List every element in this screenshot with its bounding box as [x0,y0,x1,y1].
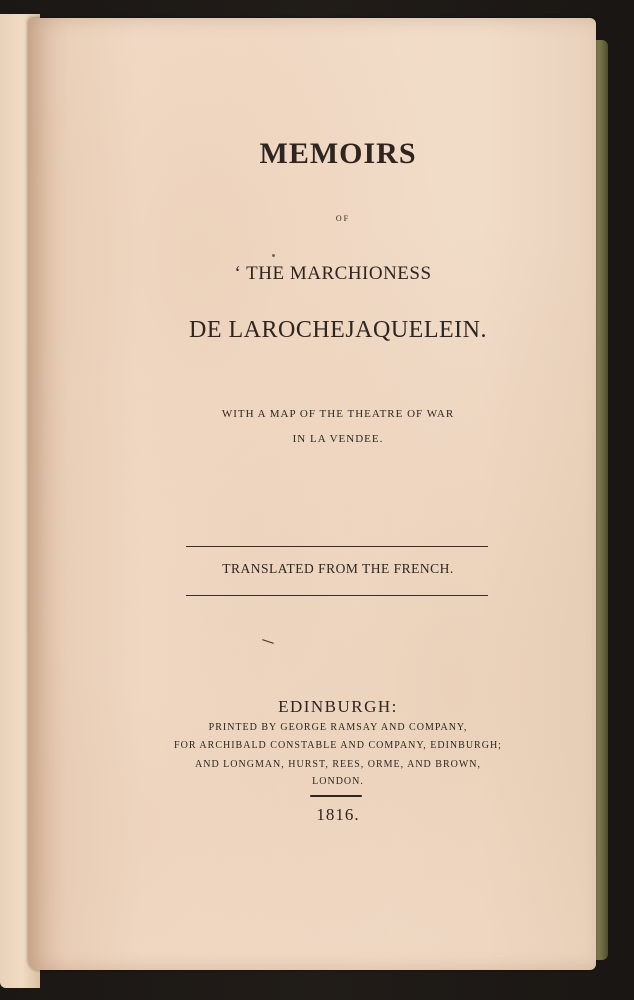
ink-mark [262,639,274,644]
translation-note: TRANSLATED FROM THE FRENCH. [222,561,454,576]
note-line-1: WITH A MAP OF THE THEATRE OF WAR [221,408,455,420]
subject-line-2: DE LAROCHEJAQUELEIN. [189,317,487,343]
imprint-line-1: PRINTED BY GEORGE RAMSAY AND COMPANY, [208,722,468,733]
imprint-line-3: AND LONGMAN, HURST, REES, ORME, AND BROWN, [195,759,481,770]
imprint-line-2: FOR ARCHIBALD CONSTABLE AND COMPANY, EDINBURGH; [174,740,502,751]
book-title: MEMOIRS [259,137,417,170]
short-divider [310,795,362,797]
publication-year: 1816. [316,805,360,824]
paper-speck [272,254,275,257]
title-of: OF [335,214,351,223]
imprint-line-4: LONDON. [312,776,364,787]
subject-line-1: ‘ THE MARCHIONESS [234,263,432,284]
divider-top [186,546,488,547]
divider-bottom [186,595,488,596]
imprint-city: EDINBURGH: [278,697,398,716]
note-line-2: IN LA VENDEE. [292,433,384,445]
title-page [28,18,596,970]
